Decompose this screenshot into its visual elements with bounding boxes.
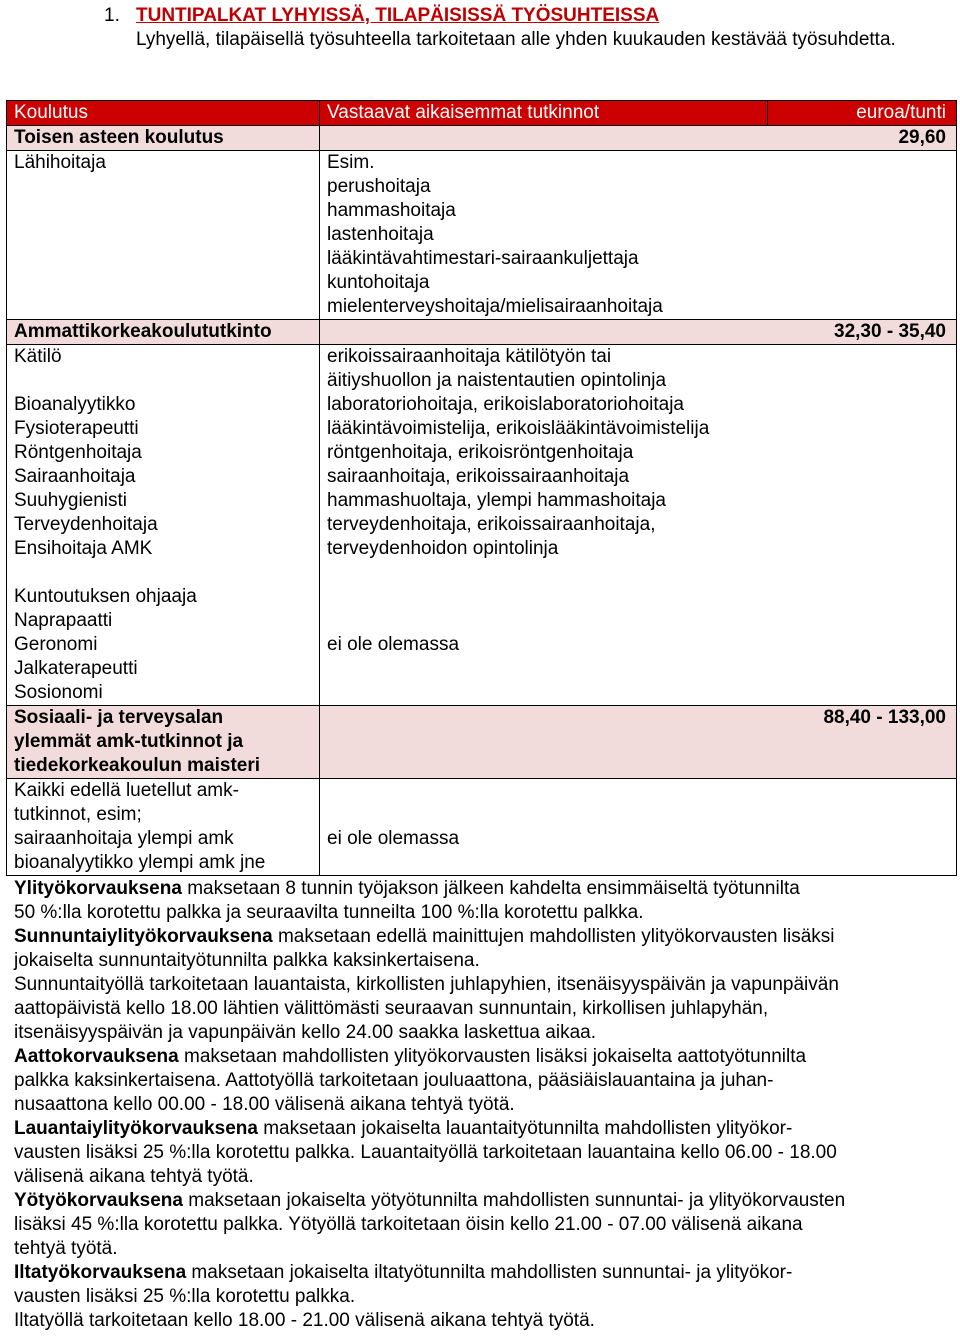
equivalent-item: Esim. (327, 152, 375, 173)
note-yotyo: Yötyökorvauksena maksetaan jokaiselta yötyötunnilta mahdollisten sunnuntai- ja ylityökorvausten lisäksi 45 %:lla korotettu palkka. Yötyöllä tarkoitetaan öisin kello 21.00 - 07.00 välisenä aikana tehtyä työtä. (14, 1190, 846, 1259)
rate-value: 88,40 - 133,00 (823, 707, 946, 728)
note-sunnuntai: Sunnuntaiylityökorvauksena maksetaan edellä mainittujen mahdollisten ylityökorvausten lisäksi jokaiselta sunnuntaityötunnilta palkka kaksinkertaisena. Sunnuntaityöllä tarkoitetaan lauantaista, kirkollisten juhlapyhien, itsenäisyyspäivän ja vapunpäivän aattopäivistä kello 18.00 lähtien välittömästi seuraavan sunnuntain, kirkollisen juhlapyhän, itsenäisyyspäivän ja vapunpäivän kello 24.00 saakka laskettua aikaa. (14, 926, 839, 1043)
degree-spacer (14, 369, 319, 393)
degree-item: Geronomi (14, 634, 98, 655)
equivalents-cell (320, 779, 957, 876)
category-row-ylempi (7, 706, 957, 779)
equivalent-item: mielenterveyshoitaja/mielisairaanhoitaja (327, 296, 663, 317)
equivalent-item: terveydenhoitaja, erikoissairaanhoitaja, (327, 514, 656, 535)
table-header-row (7, 101, 957, 126)
degree-item: Kuntoutuksen ohjaaja (14, 586, 197, 607)
category-rate (320, 320, 957, 345)
category-label: Toisen asteen koulutus (7, 126, 320, 151)
equivalent-item: laboratoriohoitaja, erikoislaboratoriohoitaja (327, 394, 684, 415)
equivalents-cell (320, 151, 957, 320)
section-description: Lyhyellä, tilapäisellä työsuhteella tarkoitetaan alle yhden kuukauden kestävää työsuhdetta. (136, 29, 896, 50)
degree-item: Sosionomi (14, 682, 103, 703)
section-number: 1. (104, 5, 120, 26)
equivalent-item: perushoitaja (327, 176, 431, 197)
degree-item: sairaanhoitaja ylempi amk (14, 828, 234, 849)
compensation-notes (14, 877, 954, 1333)
rate-value: 32,30 - 35,40 (834, 321, 946, 342)
category-label: Sosiaali- ja terveysalan ylemmät amk-tutkinnot ja tiedekorkeakoulun maisteri (7, 706, 320, 779)
category-rate (320, 706, 957, 779)
equivalents-cell (320, 345, 957, 706)
degree-spacer (14, 561, 319, 585)
table-row-lahihoitaja (7, 151, 957, 320)
degree-item: Kätilö (14, 346, 62, 367)
education-cell: Lähihoitaja (7, 151, 320, 320)
degree-item: Röntgenhoitaja (14, 442, 142, 463)
header-tutkinnot: Vastaavat aikaisemmat tutkinnot (320, 101, 768, 126)
category-row-toinen-aste (7, 126, 957, 151)
header-euroa: euroa/tunti (768, 101, 957, 126)
category-row-amk (7, 320, 957, 345)
note-iltatyo: Iltatyökorvauksena maksetaan jokaiselta iltatyötunnilta mahdollisten sunnuntai- ja ylityökor- vausten lisäksi 25 %:lla korotettu palkka. Iltatyöllä tarkoitetaan kello 18.00 - 21.00 välisenä aikana tehtyä työtä. (14, 1262, 793, 1331)
degree-item: Naprapaatti (14, 610, 113, 631)
degree-item: Suuhygienisti (14, 490, 128, 511)
note-ylityo: Ylityökorvauksena maksetaan 8 tunnin työjakson jälkeen kahdelta ensimmäiseltä työtunnilta 50 %:lla korotettu palkka ja seuraavilta tunneilta 100 %:lla korotettu palkka. (14, 878, 800, 923)
degree-item: Sairaanhoitaja (14, 466, 136, 487)
section-title[interactable]: TUNTIPALKAT LYHYISSÄ, TILAPÄISISSÄ TYÖSUHTEISSA (136, 5, 660, 26)
table-row-ylempi-amk (7, 779, 957, 876)
table-row-amk (7, 345, 957, 706)
degree-item: Bioanalyytikko (14, 394, 136, 415)
equivalent-item: hammashoitaja (327, 200, 456, 221)
equivalent-item: sairaanhoitaja, erikoissairaanhoitaja (327, 466, 630, 487)
degree-item: Fysioterapeutti (14, 418, 139, 439)
equivalent-item: lastenhoitaja (327, 224, 434, 245)
degree-item: Kaikki edellä luetellut amk- (14, 780, 239, 801)
equivalent-item: erikoissairaanhoitaja kätilötyön tai (327, 346, 612, 367)
degree-item: bioanalyytikko ylempi amk jne (14, 852, 266, 873)
equivalent-item: lääkintävahtimestari-sairaankuljettaja (327, 248, 639, 269)
degree-item: Terveydenhoitaja (14, 514, 158, 535)
degree-item: Ensihoitaja AMK (14, 538, 153, 559)
equivalent-none: ei ole olemassa (327, 828, 460, 849)
equivalent-item: äitiyshuollon ja naistentautien opintolinja (327, 370, 667, 391)
equivalent-item: kuntohoitaja (327, 272, 430, 293)
education-cell (7, 345, 320, 706)
education-cell (7, 779, 320, 876)
rate-value: 29,60 (898, 127, 946, 148)
category-label: Ammattikorkeakoulututkinto (7, 320, 320, 345)
equivalent-item: röntgenhoitaja, erikoisröntgenhoitaja (327, 442, 634, 463)
equivalent-item: terveydenhoidon opintolinja (327, 538, 559, 559)
degree-item: Jalkaterapeutti (14, 658, 138, 679)
header-koulutus: Koulutus (7, 101, 320, 126)
equivalent-item: hammashuoltaja, ylempi hammashoitaja (327, 490, 666, 511)
equivalent-item: lääkintävoimistelija, erikoislääkintävoimistelija (327, 418, 710, 439)
degree-item: tutkinnot, esim; (14, 804, 142, 825)
note-aatto: Aattokorvauksena maksetaan mahdollisten ylityökorvausten lisäksi jokaiselta aattotyötunnilta palkka kaksinkertaisena. Aattotyöllä tarkoitetaan jouluaattona, pääsiäislauantaina ja juhan- nusaattona kello 00.00 - 18.00 välisenä aikana tehtyä työtä. (14, 1046, 807, 1115)
category-rate (320, 126, 957, 151)
equivalent-none: ei ole olemassa (327, 634, 460, 655)
wage-table (6, 100, 957, 876)
note-lauantai: Lauantaiylityökorvauksena maksetaan jokaiselta lauantaityötunnilta mahdollisten ylityökor- vausten lisäksi 25 %:lla korotettu palkka. Lauantaityöllä tarkoitetaan lauantaina kello 06.00 - 18.00 välisenä aikana tehtyä työtä. (14, 1118, 837, 1187)
